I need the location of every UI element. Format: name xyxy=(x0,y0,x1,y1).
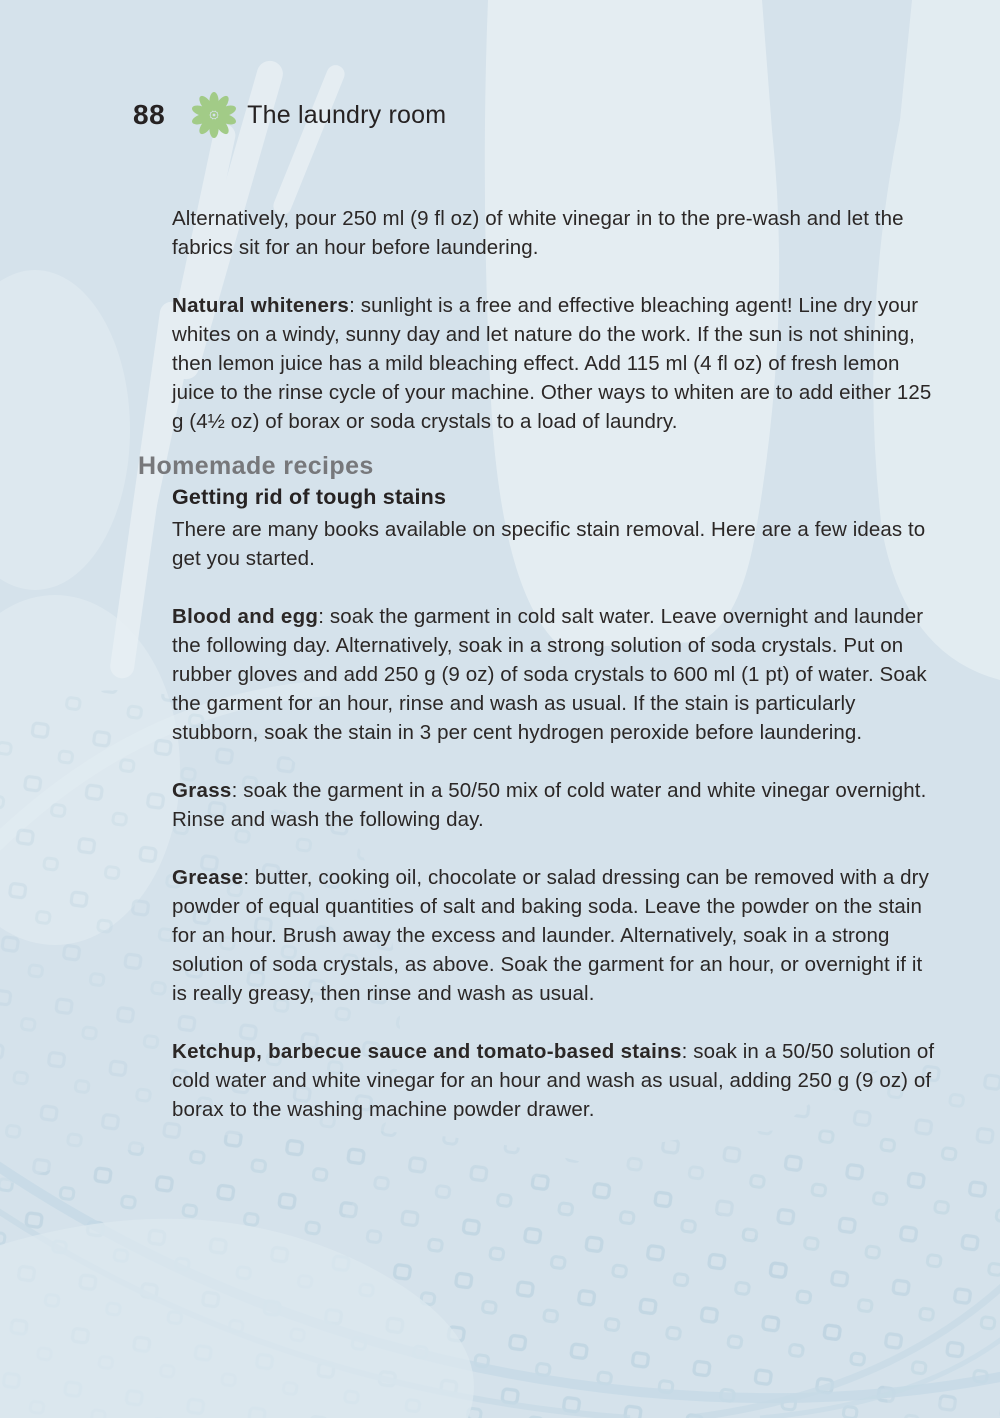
recipe-grass-lead: Grass xyxy=(172,779,232,802)
page-title: The laundry room xyxy=(247,100,447,129)
recipe-blood-and-egg-text: : soak the garment in cold salt water. Leave overnight and launder the following day. Alternatively, soak in a strong solution of soda crystals. Put on rubber gloves and add 250 g (9 oz) of soda crystals to 600 ml (1 pt) of water. Soak the garment for an hour, rinse and wash as usual. If the stain is particularly stubborn, soak the stain in 3 per cent hydrogen peroxide before laundering. xyxy=(172,605,927,744)
recipe-grease xyxy=(172,863,936,1008)
recipe-grease-text: : butter, cooking oil, chocolate or salad dressing can be removed with a dry powder of equal quantities of salt and baking soda. Leave the powder on the stain for an hour. Brush away the excess and launder. Alternatively, soak in a strong solution of soda crystals, as above. Soak the garment for an hour, or overnight if it is really greasy, then rinse and wash as usual. xyxy=(172,866,929,1005)
flower-icon xyxy=(189,90,239,140)
page-header xyxy=(133,90,446,140)
natural-whiteners-lead: Natural whiteners xyxy=(172,294,350,317)
page-content xyxy=(138,204,936,1124)
recipe-ketchup xyxy=(172,1037,936,1124)
recipe-blood-and-egg xyxy=(172,602,936,747)
natural-whiteners-paragraph xyxy=(172,291,936,436)
recipe-grease-lead: Grease xyxy=(172,866,244,889)
recipe-grass xyxy=(172,776,936,834)
recipe-ketchup-lead: Ketchup, barbecue sauce and tomato-based stains xyxy=(172,1040,682,1063)
page-number: 88 xyxy=(133,99,166,130)
recipe-grass-text: : soak the garment in a 50/50 mix of cold water and white vinegar overnight. Rinse and wash the following day. xyxy=(172,779,927,831)
recipe-blood-and-egg-lead: Blood and egg xyxy=(172,605,319,628)
sub-heading: Getting rid of tough stains xyxy=(172,485,447,509)
intro-paragraph: Alternatively, pour 250 ml (9 fl oz) of white vinegar in to the pre-wash and let the fabrics sit for an hour before laundering. xyxy=(172,207,904,259)
section-heading: Homemade recipes xyxy=(138,452,374,480)
natural-whiteners-text: : sunlight is a free and effective bleaching agent! Line dry your whites on a windy, sunny day and let nature do the work. If the sun is not shining, then lemon juice has a mild bleaching effect. Add 115 ml (4 fl oz) of fresh lemon juice to the rinse cycle of your machine. Other ways to whiten are to add either 125 g (4½ oz) of borax or soda crystals to a load of laundry. xyxy=(172,294,932,433)
sub-intro-paragraph: There are many books available on specific stain removal. Here are a few ideas to get you started. xyxy=(172,518,926,570)
recipe-ketchup-text: : soak in a 50/50 solution of cold water and white vinegar for an hour and wash as usual, adding 250 g (9 oz) of borax to the washing machine powder drawer. xyxy=(172,1040,935,1121)
